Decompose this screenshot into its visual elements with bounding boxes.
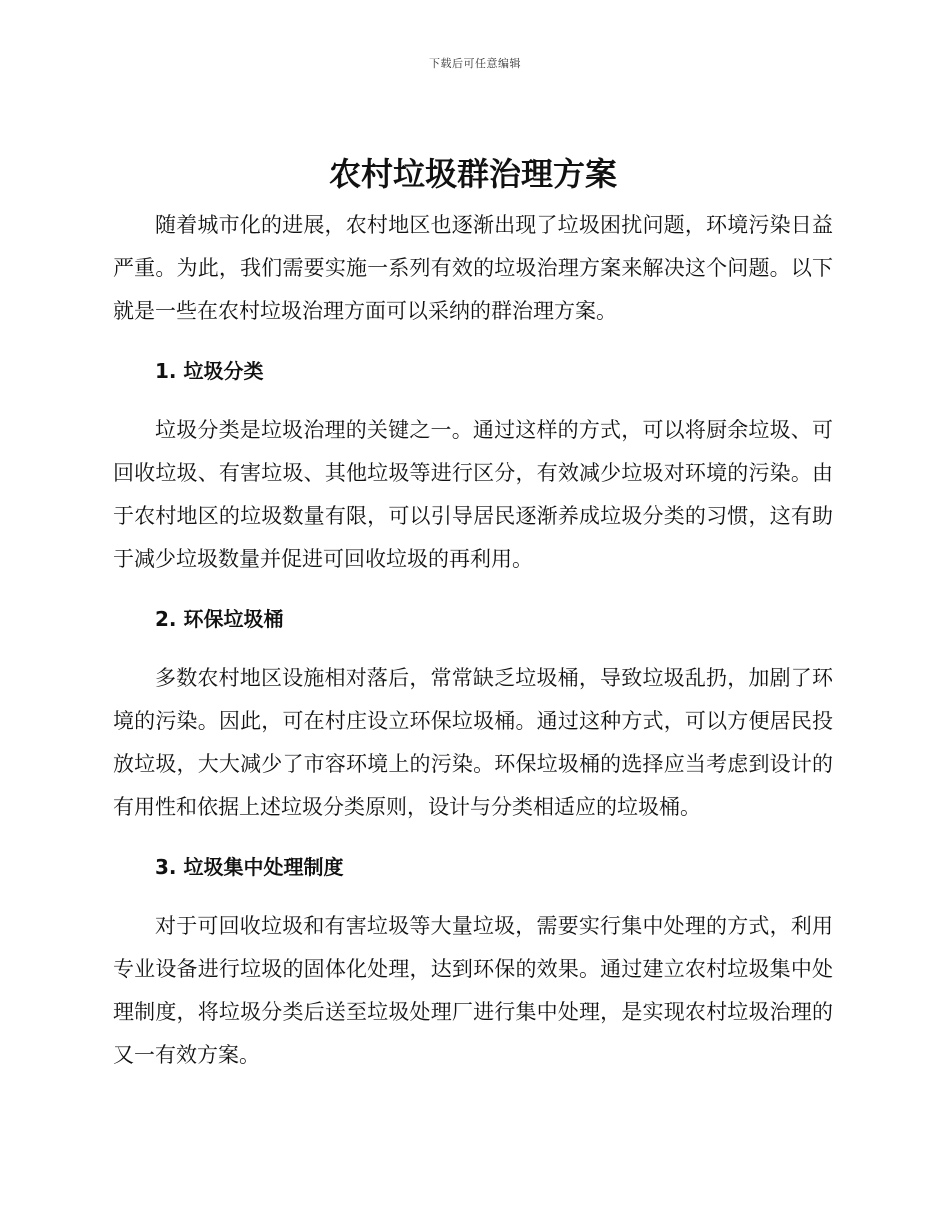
section-body-1: 垃圾分类是垃圾治理的关键之一。通过这样的方式，可以将厨余垃圾、可回收垃圾、有害垃圾、其他垃圾等进行区分，有效减少垃圾对环境的污染。由于农村地区的垃圾数量有限，可以引导居民逐渐养成垃圾分类的习惯，这有助于减少垃圾数量并促进可回收垃圾的再利用。 <box>113 418 833 571</box>
section-body-3: 对于可回收垃圾和有害垃圾等大量垃圾，需要实行集中处理的方式，利用专业设备进行垃圾的固体化处理，达到环保的效果。通过建立农村垃圾集中处理制度，将垃圾分类后送至垃圾处理厂进行集中处理，是实现农村垃圾治理的又一有效方案。 <box>113 914 833 1067</box>
document-body <box>113 150 833 1077</box>
intro-paragraph: 随着城市化的进展，农村地区也逐渐出现了垃圾困扰问题，环境污染日益严重。为此，我们需要实施一系列有效的垃圾治理方案来解决这个问题。以下就是一些在农村垃圾治理方面可以采纳的群治理方案。 <box>113 213 833 323</box>
section-heading-3: 3. 垃圾集中处理制度 <box>155 855 344 879</box>
header-note: 下载后可任意编辑 <box>429 57 521 70</box>
section-heading-1: 1. 垃圾分类 <box>155 359 264 383</box>
document-title: 农村垃圾群治理方案 <box>328 155 617 193</box>
section-body-2: 多数农村地区设施相对落后，常常缺乏垃圾桶，导致垃圾乱扔，加剧了环境的污染。因此，可在村庄设立环保垃圾桶。通过这种方式，可以方便居民投放垃圾，大大减少了市容环境上的污染。环保垃圾桶的选择应当考虑到设计的有用性和依据上述垃圾分类原则，设计与分类相适应的垃圾桶。 <box>113 666 833 819</box>
section-heading-2: 2. 环保垃圾桶 <box>155 607 284 631</box>
